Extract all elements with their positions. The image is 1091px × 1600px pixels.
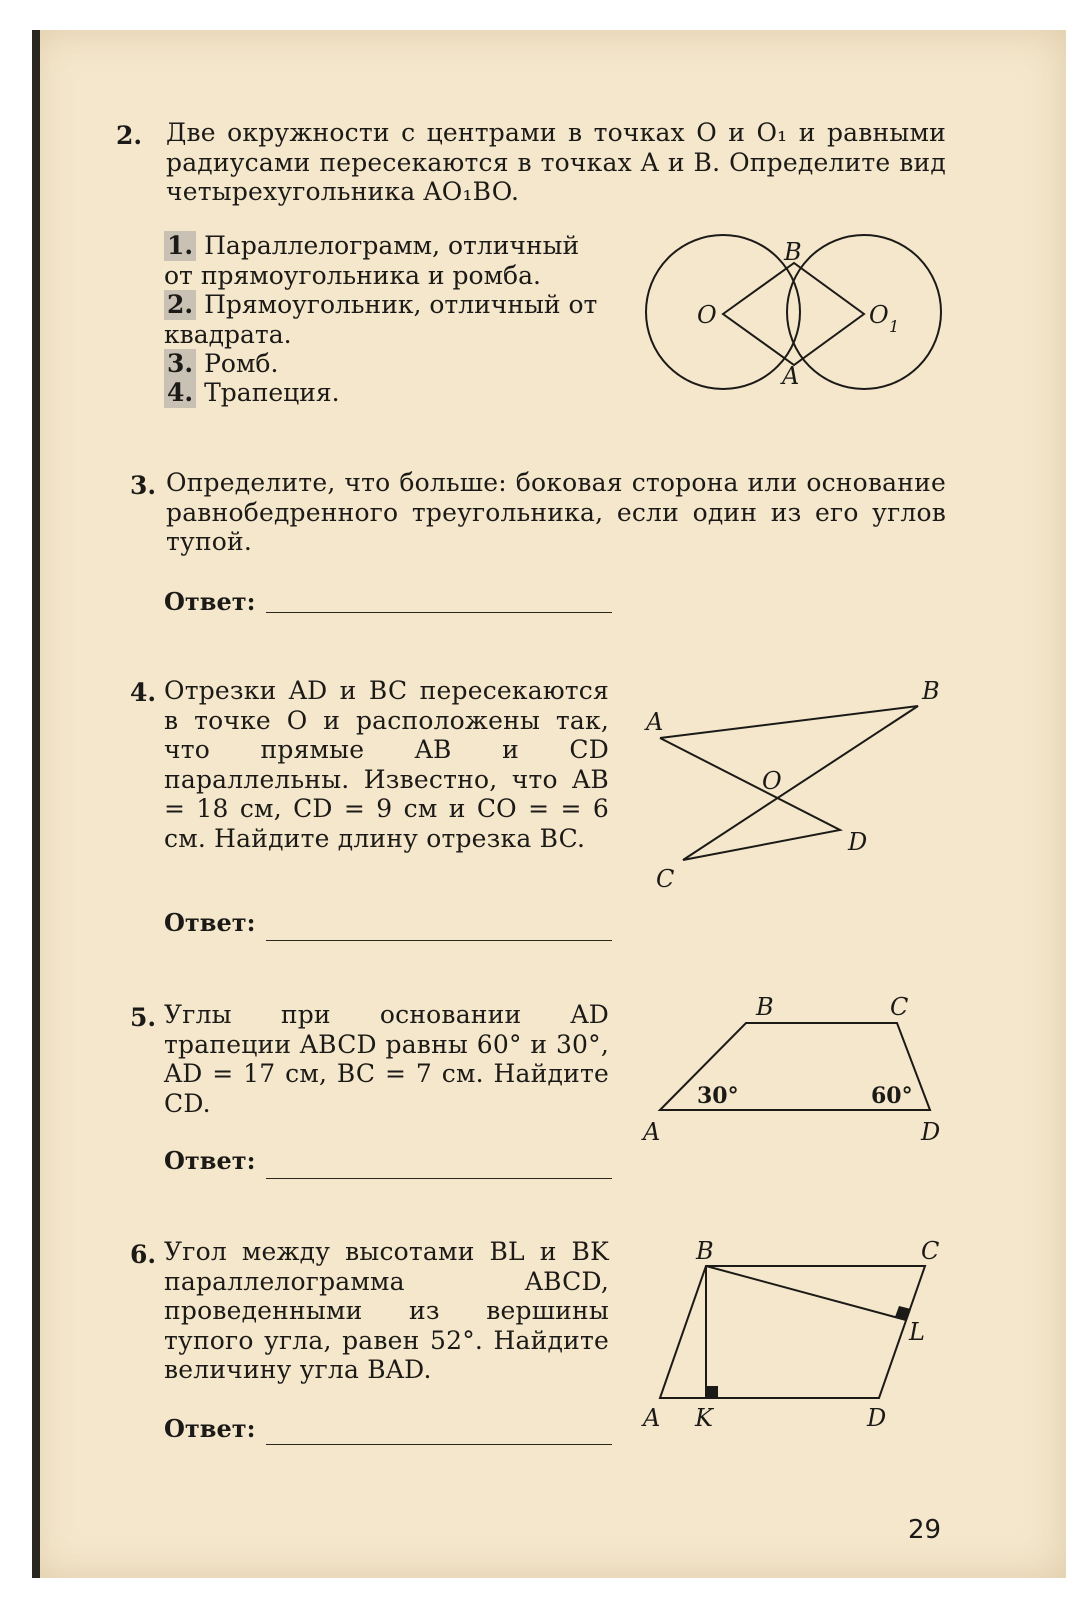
option-text: Параллелограмм, отличный от прямоугольника и ромба. bbox=[164, 231, 580, 290]
angle-a-label: 30° bbox=[697, 1083, 739, 1109]
label-l: L bbox=[909, 1318, 925, 1346]
problem-5-text: Углы при основании AD трапеции ABCD равны 60° и 30°, AD = 17 см, BC = 7 см. Найдите CD. bbox=[164, 1000, 609, 1118]
page-number: 29 bbox=[908, 1515, 942, 1545]
label-c: C bbox=[656, 865, 675, 893]
label-a: A bbox=[646, 708, 664, 736]
option-number: 1. bbox=[164, 231, 196, 261]
problem-5-number: 5. bbox=[130, 1003, 157, 1032]
label-a: A bbox=[643, 1118, 661, 1146]
label-o1: O bbox=[869, 301, 889, 329]
label-d: D bbox=[848, 828, 868, 856]
option-text: Прямоугольник, отличный от квадрата. bbox=[164, 290, 598, 349]
label-a: A bbox=[782, 362, 800, 390]
problem-4-number: 4. bbox=[130, 678, 157, 707]
option-text: Ромб. bbox=[204, 349, 279, 378]
problem-4-text: Отрезки AD и BC пересекаются в точке O и расположены так, что прямые AB и CD параллельны. Известно, что AB = 18 см, CD = 9 см и CO = = 6 см. Найдите длину отрезка BC. bbox=[164, 676, 609, 853]
height-bl bbox=[706, 1266, 906, 1320]
label-c: C bbox=[890, 993, 909, 1021]
problem-2-text: Две окружности с центрами в точках O и O₁ и равными радиусами пересекаются в точках A и B. Определите вид четырехугольника AO₁BO. bbox=[166, 118, 946, 206]
problem-6-text: Угол между высотами BL и BK параллелограмма ABCD, проведенными из вершины тупого угла, равен 52°. Найдите величину угла BAD. bbox=[164, 1237, 609, 1384]
label-b: B bbox=[696, 1237, 714, 1265]
right-angle-k-marker bbox=[706, 1386, 718, 1398]
label-b: B bbox=[756, 993, 774, 1021]
parallelogram-abcd bbox=[660, 1266, 925, 1398]
label-o1-subscript: 1 bbox=[889, 317, 900, 336]
option-number: 3. bbox=[164, 349, 196, 379]
problem-2-number: 2. bbox=[116, 121, 143, 150]
label-c: C bbox=[921, 1237, 940, 1265]
angle-d-label: 60° bbox=[871, 1083, 913, 1109]
problem-5-answer-label: Ответ: bbox=[164, 1146, 256, 1175]
problem-4-answer-label: Ответ: bbox=[164, 908, 256, 937]
label-o: O bbox=[762, 767, 782, 795]
label-k: K bbox=[695, 1404, 713, 1432]
label-a: A bbox=[643, 1404, 661, 1432]
problem-6-number: 6. bbox=[130, 1240, 157, 1269]
label-b: B bbox=[922, 677, 940, 705]
option-text: Трапеция. bbox=[204, 378, 340, 407]
label-d: D bbox=[867, 1404, 887, 1432]
problem-3-answer-label: Ответ: bbox=[164, 587, 256, 616]
option-number: 2. bbox=[164, 290, 196, 320]
problem-6-answer-label: Ответ: bbox=[164, 1414, 256, 1443]
label-o: O bbox=[697, 301, 717, 329]
option-number: 4. bbox=[164, 378, 196, 408]
problem-3-text: Определите, что больше: боковая сторона или основание равнобедренного треугольника, если один из его углов тупой. bbox=[166, 468, 946, 556]
problem-3-number: 3. bbox=[130, 471, 157, 500]
label-d: D bbox=[921, 1118, 941, 1146]
label-b: B bbox=[784, 238, 802, 266]
